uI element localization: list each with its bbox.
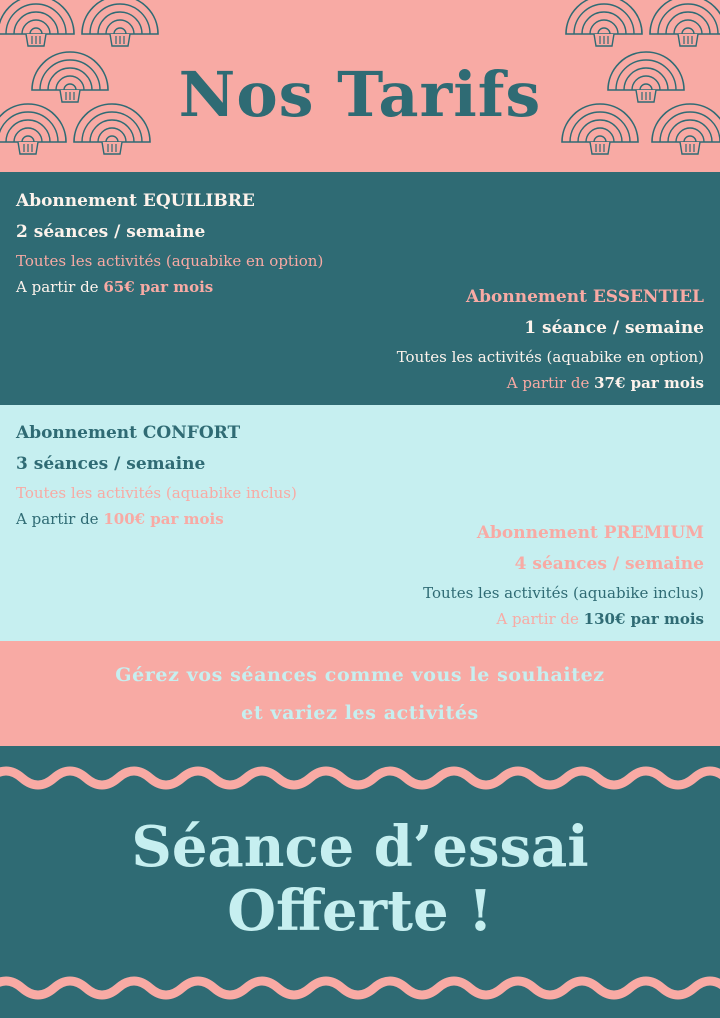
plan-price (16, 274, 323, 300)
plan-activities: Toutes les activités (aquabike inclus) (423, 584, 704, 602)
plan-name: Abonnement ESSENTIEL (465, 287, 704, 307)
price-value: 65€ par mois (103, 278, 214, 296)
price-value: 130€ par mois (583, 610, 704, 628)
plan-premium (423, 518, 704, 632)
price-prefix: A partir de (16, 278, 104, 296)
plan-equilibre (16, 186, 323, 300)
plan-sessions: 2 séances / semaine (16, 222, 206, 242)
plan-price (397, 370, 704, 396)
tagline-line-2: et variez les activités (241, 702, 479, 724)
offer-line-1: Séance d’essai (131, 814, 589, 880)
header-band (0, 0, 720, 172)
plan-activities: Toutes les activités (aquabike en option) (16, 252, 324, 270)
price-prefix: A partir de (506, 374, 595, 392)
tagline (0, 656, 720, 732)
price-prefix: A partir de (496, 610, 584, 628)
plan-confort (16, 418, 297, 532)
plan-price (16, 506, 297, 532)
price-prefix: A partir de (16, 510, 104, 528)
plan-sessions: 3 séances / semaine (16, 454, 206, 474)
page-title: Nos Tarifs (178, 58, 542, 131)
plan-name: Abonnement PREMIUM (476, 523, 704, 543)
plan-name: Abonnement EQUILIBRE (16, 191, 255, 211)
price-value: 37€ par mois (594, 374, 704, 392)
offer-line-2: Offerte ! (227, 878, 493, 944)
plan-name: Abonnement CONFORT (16, 423, 241, 443)
price-value: 100€ par mois (103, 510, 224, 528)
plan-activities: Toutes les activités (aquabike en option) (396, 348, 704, 366)
plan-essentiel (397, 282, 704, 396)
tagline-line-1: Gérez vos séances comme vous le souhaitez (115, 664, 605, 686)
plan-price (423, 606, 704, 632)
offer-headline (0, 815, 720, 943)
plan-sessions: 1 séance / semaine (524, 318, 704, 338)
plan-sessions: 4 séances / semaine (514, 554, 704, 574)
plan-activities: Toutes les activités (aquabike inclus) (16, 484, 297, 502)
